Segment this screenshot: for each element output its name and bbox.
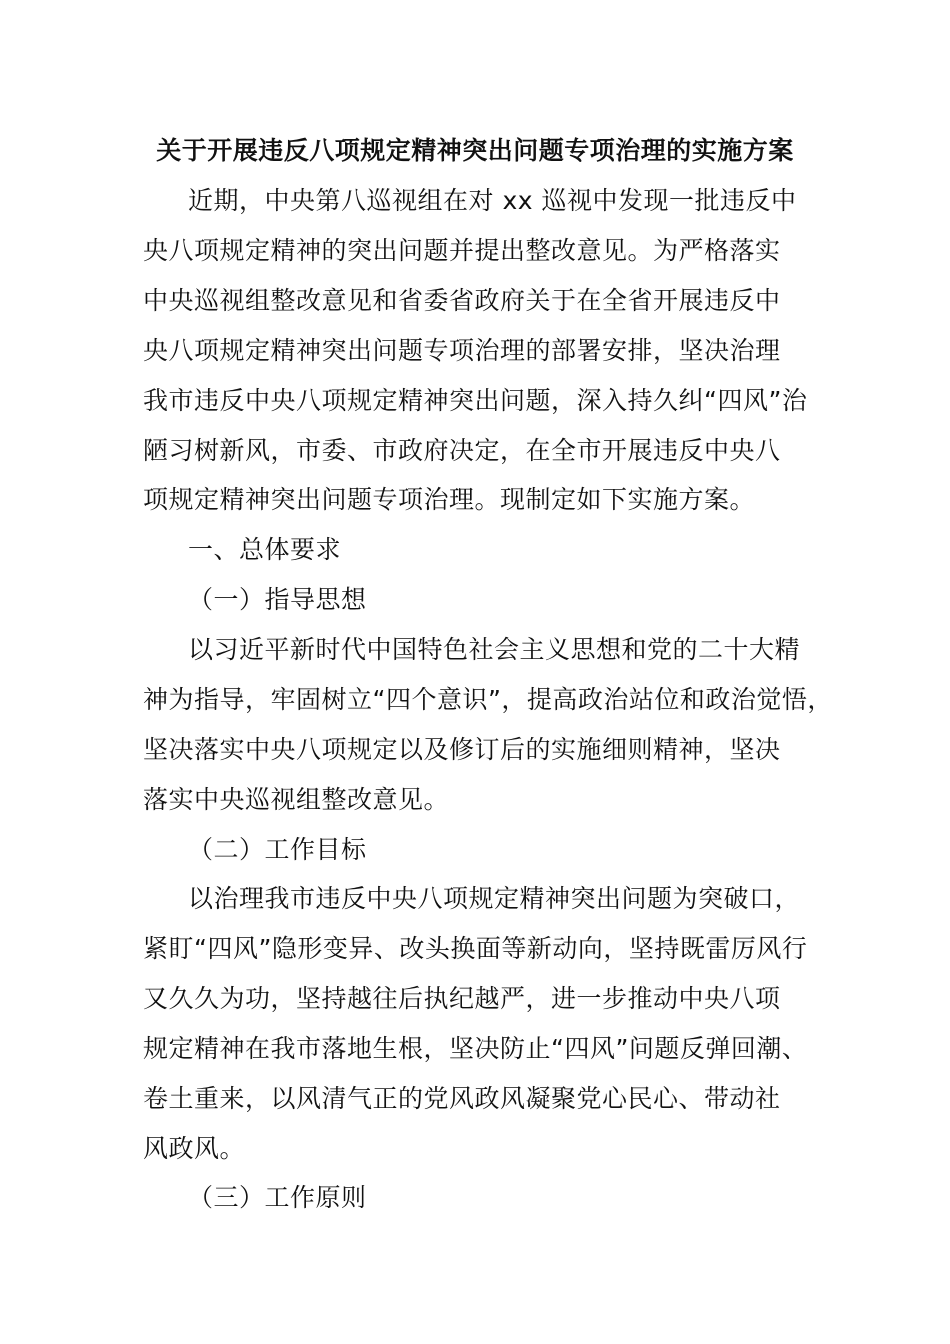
paragraph-line: 我市违反中央八项规定精神突出问题，深入持久纠“四风”治 bbox=[143, 386, 808, 415]
paragraph-line: 规定精神在我市落地生根，坚决防止“四风”问题反弹回潮、 bbox=[143, 1034, 808, 1063]
paragraph-line: 风政风。 bbox=[143, 1134, 246, 1163]
paragraph-line: 以治理我市违反中央八项规定精神突出问题为突破口， bbox=[188, 884, 801, 913]
paragraph-line: 落实中央巡视组整改意见。 bbox=[143, 785, 450, 814]
paragraph-line: 坚决落实中央八项规定以及修订后的实施细则精神，坚决 bbox=[143, 735, 781, 764]
paragraph-line: 紧盯“四风”隐形变异、改头换面等新动向，坚持既雷厉风行 bbox=[143, 934, 808, 963]
paragraph-line: 项规定精神突出问题专项治理。现制定如下实施方案。 bbox=[143, 485, 756, 514]
paragraph-line: 以习近平新时代中国特色社会主义思想和党的二十大精 bbox=[188, 635, 801, 664]
paragraph-line: 近期，中央第八巡视组在对 xx 巡视中发现一批违反中 bbox=[188, 186, 797, 215]
section-heading: 一、总体要求 bbox=[188, 535, 342, 564]
paragraph-line: 中央巡视组整改意见和省委省政府关于在全省开展违反中 bbox=[143, 286, 781, 315]
paragraph-line: 神为指导，牢固树立“四个意识”，提高政治站位和政治觉悟， bbox=[143, 685, 833, 714]
subsection-heading: （三）工作原则 bbox=[188, 1183, 367, 1212]
paragraph-line: 央八项规定精神突出问题专项治理的部署安排，坚决治理 bbox=[143, 336, 781, 365]
paragraph-line: 陋习树新风，市委、市政府决定，在全市开展违反中央八 bbox=[143, 436, 781, 465]
paragraph-line: 央八项规定精神的突出问题并提出整改意见。为严格落实 bbox=[143, 236, 781, 265]
document-title: 关于开展违反八项规定精神突出问题专项治理的实施方案 bbox=[156, 136, 794, 165]
paragraph-line: 又久久为功，坚持越往后执纪越严，进一步推动中央八项 bbox=[143, 984, 781, 1013]
subsection-heading: （二）工作目标 bbox=[188, 835, 367, 864]
subsection-heading: （一）指导思想 bbox=[188, 585, 367, 614]
paragraph-line: 卷土重来，以风清气正的党风政风凝聚党心民心、带动社 bbox=[143, 1084, 781, 1113]
